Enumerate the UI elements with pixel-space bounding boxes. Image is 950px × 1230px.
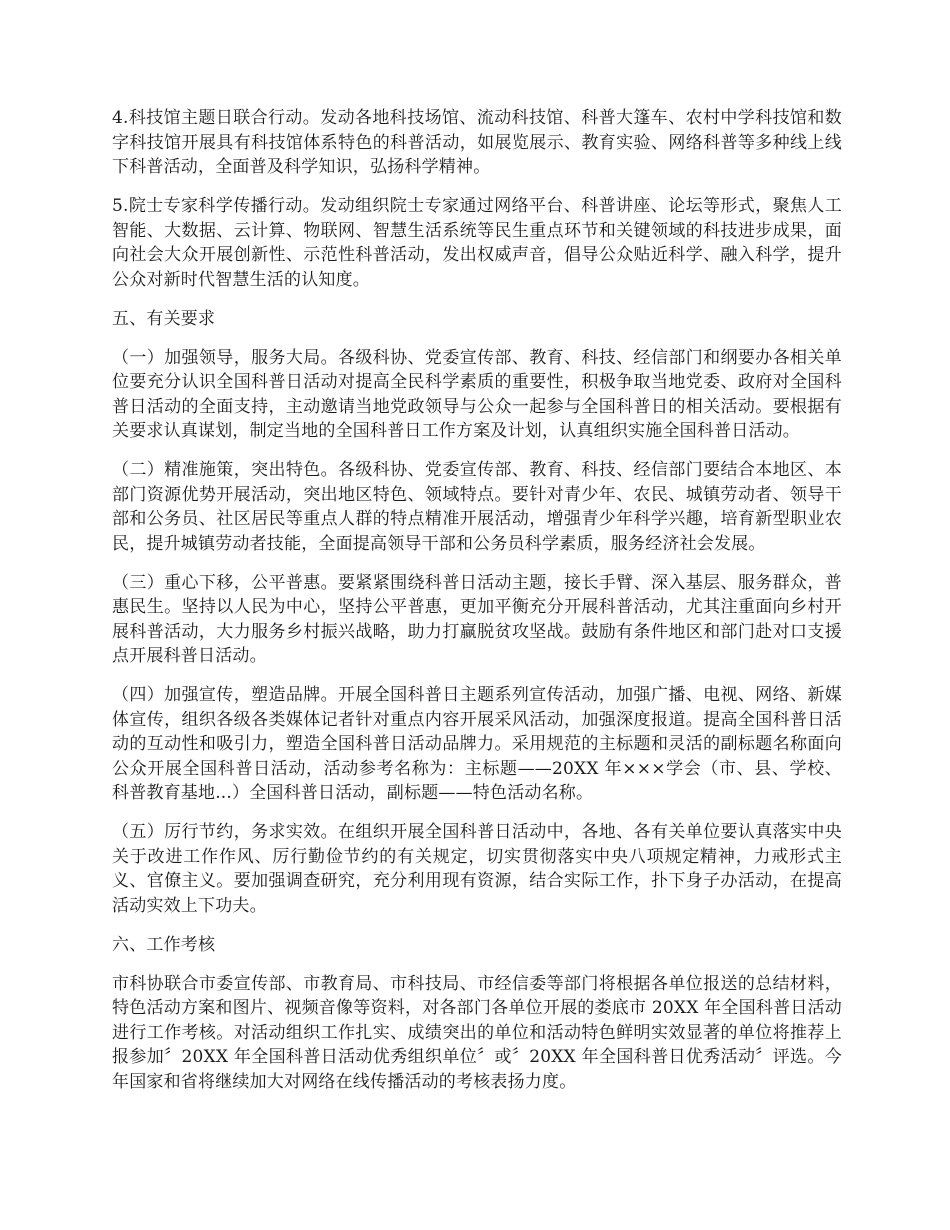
- paragraph-assessment: 市科协联合市委宣传部、市教育局、市科技局、市经信委等部门将根据各单位报送的总结材料，特色活动方案和图片、视频音像等资料，对各部门各单位开展的娄底市 20XX 年全国科普日活动进行工作考核。对活动组织工作扎实、成绩突出的单位和活动特色鲜明实效显著的单位将推荐上报参加〞20XX 年全国科普日活动优秀组织单位〞或〞20XX 年全国科普日优秀活动〞评选。今年国家和省将继续加大对网络在线传播活动的考核表扬力度。: [112, 973, 842, 1092]
- paragraph-requirement-4: （四）加强宣传，塑造品牌。开展全国科普日主题系列宣传活动，加强广播、电视、网络、新媒体宣传，组织各级各类媒体记者针对重点内容开展采风活动，加强深度报道。提高全国科普日活动的互动性和吸引力，塑造全国科普日活动品牌力。采用规范的主标题和灵活的副标题名称面向公众开展全国科普日活动，活动参考名称为：主标题——20XX 年×××学会（市、县、学校、科普教育基地...）全国科普日活动，副标题——特色活动名称。: [112, 685, 842, 803]
- document-body: [112, 106, 842, 1109]
- paragraph-item-4: 4.科技馆主题日联合行动。发动各地科技场馆、流动科技馆、科普大篷车、农村中学科技馆和数字科技馆开展具有科技馆体系特色的科普活动，如展览展示、教育实验、网络科普等多种线上线下科普活动，全面普及科学知识，弘扬科学精神。: [112, 108, 842, 177]
- section-heading-assessment: 六、工作考核: [112, 934, 216, 955]
- paragraph-requirement-2: （二）精准施策，突出特色。各级科协、党委宣传部、教育、科技、经信部门要结合本地区、本部门资源优势开展活动，突出地区特色、领域特点。要针对青少年、农民、城镇劳动者、领导干部和公务员、社区居民等重点人群的特点精准开展活动，增强青少年科学兴趣，培育新型职业农民，提升城镇劳动者技能，全面提高领导干部和公务员科学素质，服务经济社会发展。: [112, 460, 842, 554]
- section-heading-requirements: 五、有关要求: [112, 308, 216, 329]
- paragraph-requirement-5: （五）厉行节约，务求实效。在组织开展全国科普日活动中，各地、各有关单位要认真落实中央关于改进工作作风、厉行勤俭节约的有关规定，切实贯彻落实中央八项规定精神，力戒形式主义、官僚主义。要加强调查研究，充分利用现有资源，结合实际工作，扑下身子办活动，在提高活动实效上下功夫。: [112, 822, 842, 916]
- paragraph-requirement-3: （三）重心下移，公平普惠。要紧紧围绕科普日活动主题，接长手臂、深入基层、服务群众，普惠民生。坚持以人民为中心，坚持公平普惠，更加平衡充分开展科普活动，尤其注重面向乡村开展科普活动，大力服务乡村振兴战略，助力打赢脱贫攻坚战。鼓励有条件地区和部门赴对口支援点开展科普日活动。: [112, 572, 842, 666]
- paragraph-requirement-1: （一）加强领导，服务大局。各级科协、党委宣传部、教育、科技、经信部门和纲要办各相关单位要充分认识全国科普日活动对提高全民科学素质的重要性，积极争取当地党委、政府对全国科普日活动的全面支持，主动邀请当地党政领导与公众一起参与全国科普日的相关活动。要根据有关要求认真谋划，制定当地的全国科普日工作方案及计划，认真组织实施全国科普日活动。: [112, 347, 842, 441]
- paragraph-item-5: 5.院士专家科学传播行动。发动组织院士专家通过网络平台、科普讲座、论坛等形式，聚焦人工智能、大数据、云计算、物联网、智慧生活系统等民生重点环节和关键领域的科技进步成果，面向社会大众开展创新性、示范性科普活动，发出权威声音，倡导公众贴近科学、融入科学，提升公众对新时代智慧生活的认知度。: [112, 196, 842, 290]
